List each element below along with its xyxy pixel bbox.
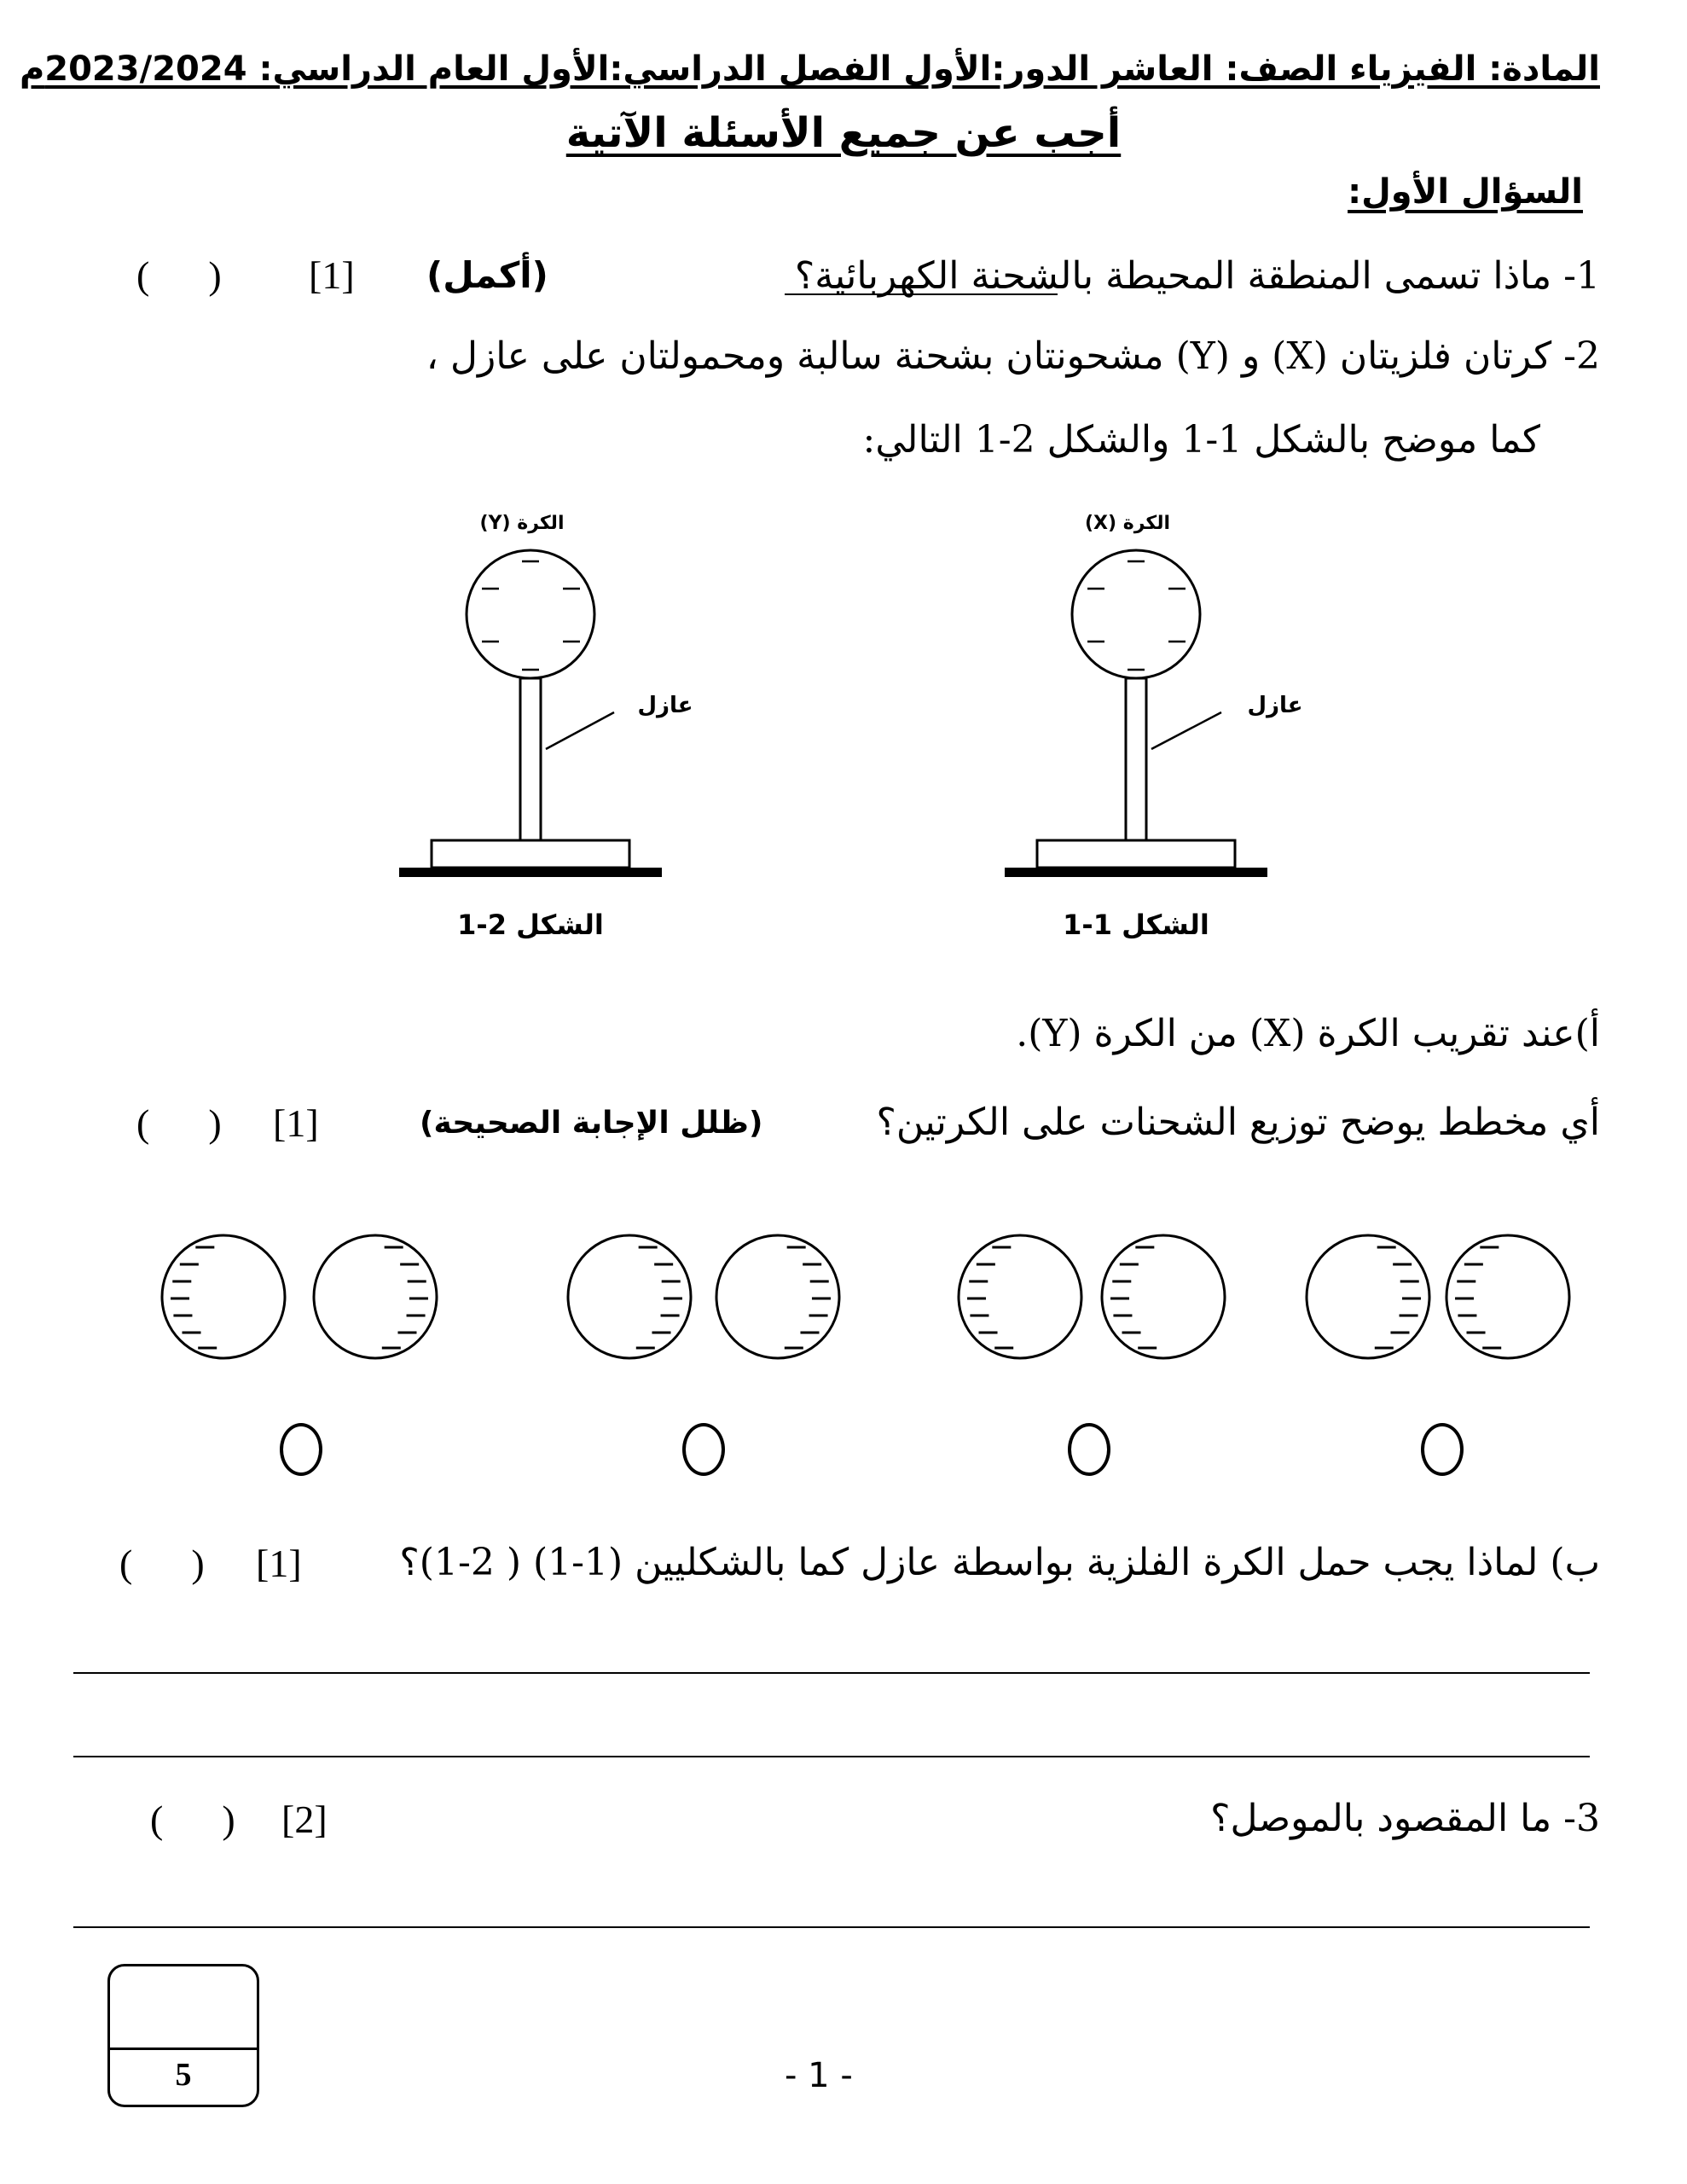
option-1-radio[interactable] bbox=[280, 1423, 322, 1476]
part-a-intro: أ)عند تقريب الكرة (X) من الكرة (Y). bbox=[1016, 1012, 1600, 1055]
insulator-stand-y bbox=[520, 678, 541, 849]
option-3-left-sphere-outline bbox=[959, 1235, 1081, 1358]
option-3-diagram bbox=[959, 1235, 1225, 1358]
insulator-stand-x bbox=[1126, 678, 1146, 849]
option-1-right-sphere-outline bbox=[314, 1235, 437, 1358]
options-svg bbox=[0, 1211, 1687, 1382]
figures-svg bbox=[0, 495, 1687, 956]
question-1-hint: (أكمل) bbox=[426, 254, 548, 296]
option-2-left-sphere-outline bbox=[568, 1235, 691, 1358]
part-b-answer-line-2[interactable] bbox=[73, 1756, 1590, 1757]
option-4-right-sphere-outline bbox=[1446, 1235, 1569, 1358]
figure-2-insulator-label: عازل bbox=[637, 693, 693, 718]
figure-2-1 bbox=[399, 513, 693, 941]
base-y bbox=[432, 840, 629, 868]
floor-x bbox=[1005, 868, 1267, 877]
base-x bbox=[1037, 840, 1235, 868]
question-2-line1: 2- كرتان فلزيتان (X) و (Y) مشحونتان بشحنة سالبة ومحمولتان على عازل ، bbox=[426, 334, 1600, 378]
option-1-diagram bbox=[162, 1235, 437, 1358]
option-2-left-sphere bbox=[568, 1235, 691, 1358]
option-4-diagram bbox=[1307, 1235, 1569, 1358]
option-3-right-sphere bbox=[1102, 1235, 1225, 1358]
figure-1-ball-label: الكرة (X) bbox=[1084, 513, 1171, 534]
option-2-diagram bbox=[568, 1235, 839, 1358]
question-1-text: 1- ماذا تسمى المنطقة المحيطة بالشحنة الكهربائية؟ bbox=[794, 254, 1600, 298]
page-score-box bbox=[107, 1964, 259, 2107]
option-4-left-sphere bbox=[1307, 1235, 1429, 1358]
figure-1-insulator-label: عازل bbox=[1247, 693, 1303, 718]
option-4-left-sphere-outline bbox=[1307, 1235, 1429, 1358]
exam-header: المادة: الفيزياء الصف: العاشر الدور:الأول الفصل الدراسي:الأول العام الدراسي: 2023/2024م bbox=[19, 49, 1600, 89]
question-2-line2: كما موضح بالشكل 1-1 والشكل 2-1 التالي: bbox=[862, 418, 1540, 462]
option-2-right-sphere-outline bbox=[716, 1235, 839, 1358]
page-score-total: 5 bbox=[175, 2057, 192, 2093]
sphere-x bbox=[1072, 550, 1200, 678]
option-2-right-sphere bbox=[716, 1235, 839, 1358]
sphere-y bbox=[467, 550, 594, 678]
option-3-left-sphere bbox=[959, 1235, 1081, 1358]
part-b-answer-line-1[interactable] bbox=[73, 1672, 1590, 1674]
section-title: السؤال الأول: bbox=[1348, 172, 1583, 212]
part-a-score-box: ( ) bbox=[136, 1101, 222, 1145]
option-1-right-sphere bbox=[314, 1235, 437, 1358]
question-1-answer-blank[interactable] bbox=[785, 293, 1058, 295]
figure-1-1 bbox=[1005, 513, 1303, 941]
option-4-right-sphere bbox=[1446, 1235, 1569, 1358]
option-1-left-sphere-outline bbox=[162, 1235, 285, 1358]
option-2-radio[interactable] bbox=[682, 1423, 725, 1476]
question-3-text: 3- ما المقصود بالموصل؟ bbox=[1210, 1797, 1600, 1840]
part-a-question: أي مخطط يوضح توزيع الشحنات على الكرتين؟ bbox=[876, 1101, 1600, 1144]
page-number: - 1 - bbox=[785, 2056, 853, 2095]
figure-2-ball-label: الكرة (Y) bbox=[479, 513, 565, 534]
option-3-right-sphere-outline bbox=[1102, 1235, 1225, 1358]
option-1-left-sphere bbox=[162, 1235, 285, 1358]
question-1-marks: [1] bbox=[309, 253, 355, 297]
option-3-radio[interactable] bbox=[1068, 1423, 1110, 1476]
question-3-answer-line[interactable] bbox=[73, 1926, 1590, 1928]
question-1-score-box: ( ) bbox=[136, 253, 222, 297]
part-a-marks: [1] bbox=[273, 1101, 319, 1145]
part-b-question: ب) لماذا يجب حمل الكرة الفلزية بواسطة عازل كما بالشكليين (1-1) ( 2-1)؟ bbox=[399, 1541, 1600, 1584]
question-3-score-box: ( ) bbox=[150, 1798, 235, 1841]
part-a-hint: (ظلل الإجابة الصحيحة) bbox=[420, 1106, 763, 1141]
option-4-radio[interactable] bbox=[1421, 1423, 1464, 1476]
part-b-score-box: ( ) bbox=[119, 1542, 205, 1585]
figure-1-caption: الشكل 1-1 bbox=[1063, 909, 1209, 941]
floor-y bbox=[399, 868, 662, 877]
sphere-x-charges bbox=[1087, 561, 1186, 670]
exam-instruction: أجب عن جميع الأسئلة الآتية bbox=[565, 109, 1122, 157]
figure-2-caption: الشكل 2-1 bbox=[457, 909, 604, 941]
sphere-y-charges bbox=[482, 561, 580, 670]
part-b-marks: [1] bbox=[256, 1542, 302, 1585]
question-3-marks: [2] bbox=[281, 1798, 328, 1841]
page-score-divider bbox=[110, 2048, 257, 2050]
